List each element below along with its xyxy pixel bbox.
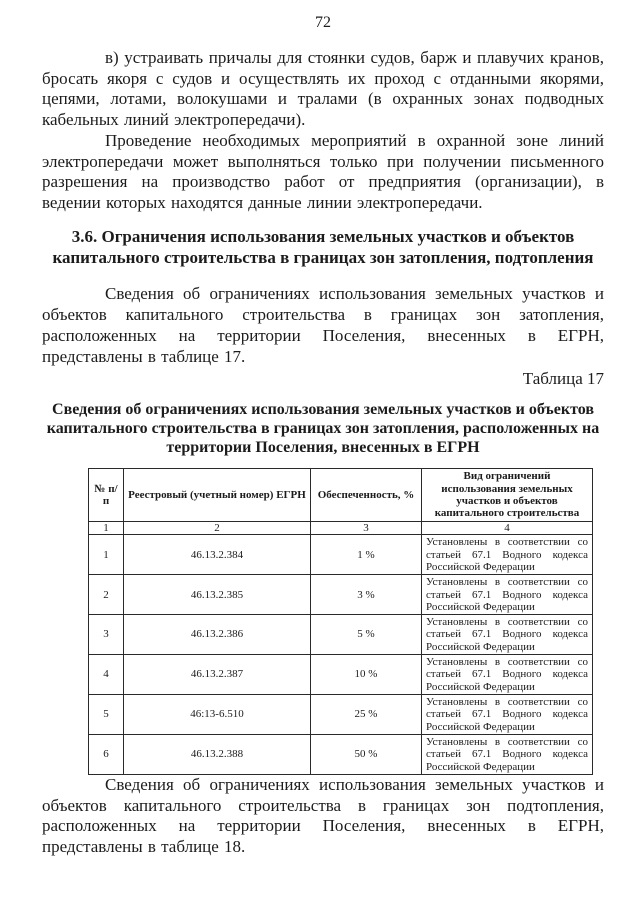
cell-restriction-type: Установлены в соответствии со статьей 67.1 Водного кодекса Российской Федерации — [422, 575, 593, 615]
header-cell-registry: Реестровый (учетный номер) ЕГРН — [124, 468, 311, 521]
table-row — [89, 734, 593, 774]
paragraph-cable-lines: в) устраивать причалы для стоянки судов, барж и плавучих кранов, бросать якоря с судов и осуществлять их проход с отданными якорями, цепями, лотами, волокушами и тралами (в охранных зонах подводных кабельных линий электропередачи). — [42, 48, 604, 130]
header-cell-num: № п/п — [89, 468, 124, 521]
cell-registry-number: 46:13-6.510 — [124, 695, 311, 735]
column-number-cell: 3 — [311, 521, 422, 534]
column-number-row — [89, 521, 593, 534]
cell-registry-number: 46.13.2.384 — [124, 535, 311, 575]
section-heading-3-6: 3.6. Ограничения использования земельных участков и объектов капитального строительства в границах зон затопления, подтопления — [52, 226, 594, 268]
cell-row-number: 1 — [89, 535, 124, 575]
cell-registry-number: 46.13.2.386 — [124, 615, 311, 655]
cell-registry-number: 46.13.2.388 — [124, 734, 311, 774]
cell-restriction-type: Установлены в соответствии со статьей 67.1 Водного кодекса Российской Федерации — [422, 615, 593, 655]
restrictions-table — [88, 468, 593, 775]
page-number: 72 — [315, 14, 331, 31]
cell-row-number: 2 — [89, 575, 124, 615]
cell-coverage-percent: 3 % — [311, 575, 422, 615]
cell-row-number: 5 — [89, 695, 124, 735]
cell-row-number: 3 — [89, 615, 124, 655]
cell-row-number: 4 — [89, 655, 124, 695]
header-cell-restriction: Вид ограничений использования земельных участков и объектов капитального строительства — [422, 468, 593, 521]
table-label: Таблица 17 — [522, 369, 604, 389]
paragraph-flood-zones-intro: Сведения об ограничениях использования земельных участков и объектов капитального строительства в границах зон затопления, расположенных на территории Поселения, внесенных в ЕГРН, представлены в таблице 17. — [42, 284, 604, 366]
paragraph-permission: Проведение необходимых мероприятий в охранной зоне линий электропередачи может выполняться только при получении письменного разрешения на производство работ от предприятия (организации), в ведении которых находятся данные линии электропередачи. — [42, 130, 604, 213]
table-row — [89, 655, 593, 695]
table-row — [89, 535, 593, 575]
cell-coverage-percent: 1 % — [311, 535, 422, 575]
table-row — [89, 575, 593, 615]
cell-coverage-percent: 5 % — [311, 615, 422, 655]
cell-coverage-percent: 25 % — [311, 695, 422, 735]
cell-restriction-type: Установлены в соответствии со статьей 67.1 Водного кодекса Российской Федерации — [422, 734, 593, 774]
cell-coverage-percent: 50 % — [311, 734, 422, 774]
table-header-row — [89, 468, 593, 521]
table-row — [89, 695, 593, 735]
column-number-cell: 4 — [422, 521, 593, 534]
table-row — [89, 615, 593, 655]
cell-row-number: 6 — [89, 734, 124, 774]
cell-coverage-percent: 10 % — [311, 655, 422, 695]
cell-registry-number: 46.13.2.385 — [124, 575, 311, 615]
column-number-cell: 2 — [124, 521, 311, 534]
cell-restriction-type: Установлены в соответствии со статьей 67.1 Водного кодекса Российской Федерации — [422, 535, 593, 575]
table-title: Сведения об ограничениях использования земельных участков и объектов капитального строительства в границах зон затопления, расположенных на территории Поселения, внесенных в ЕГРН — [46, 401, 600, 457]
cell-registry-number: 46.13.2.387 — [124, 655, 311, 695]
column-number-cell: 1 — [89, 521, 124, 534]
paragraph-underflood-zones-outro: Сведения об ограничениях использования земельных участков и объектов капитального строительства в границах зон подтопления, расположенных на территории Поселения, внесенных в ЕГРН, представлены в таблице 18. — [42, 774, 604, 857]
cell-restriction-type: Установлены в соответствии со статьей 67.1 Водного кодекса Российской Федерации — [422, 655, 593, 695]
cell-restriction-type: Установлены в соответствии со статьей 67.1 Водного кодекса Российской Федерации — [422, 695, 593, 735]
header-cell-coverage: Обеспеченность, % — [311, 468, 422, 521]
